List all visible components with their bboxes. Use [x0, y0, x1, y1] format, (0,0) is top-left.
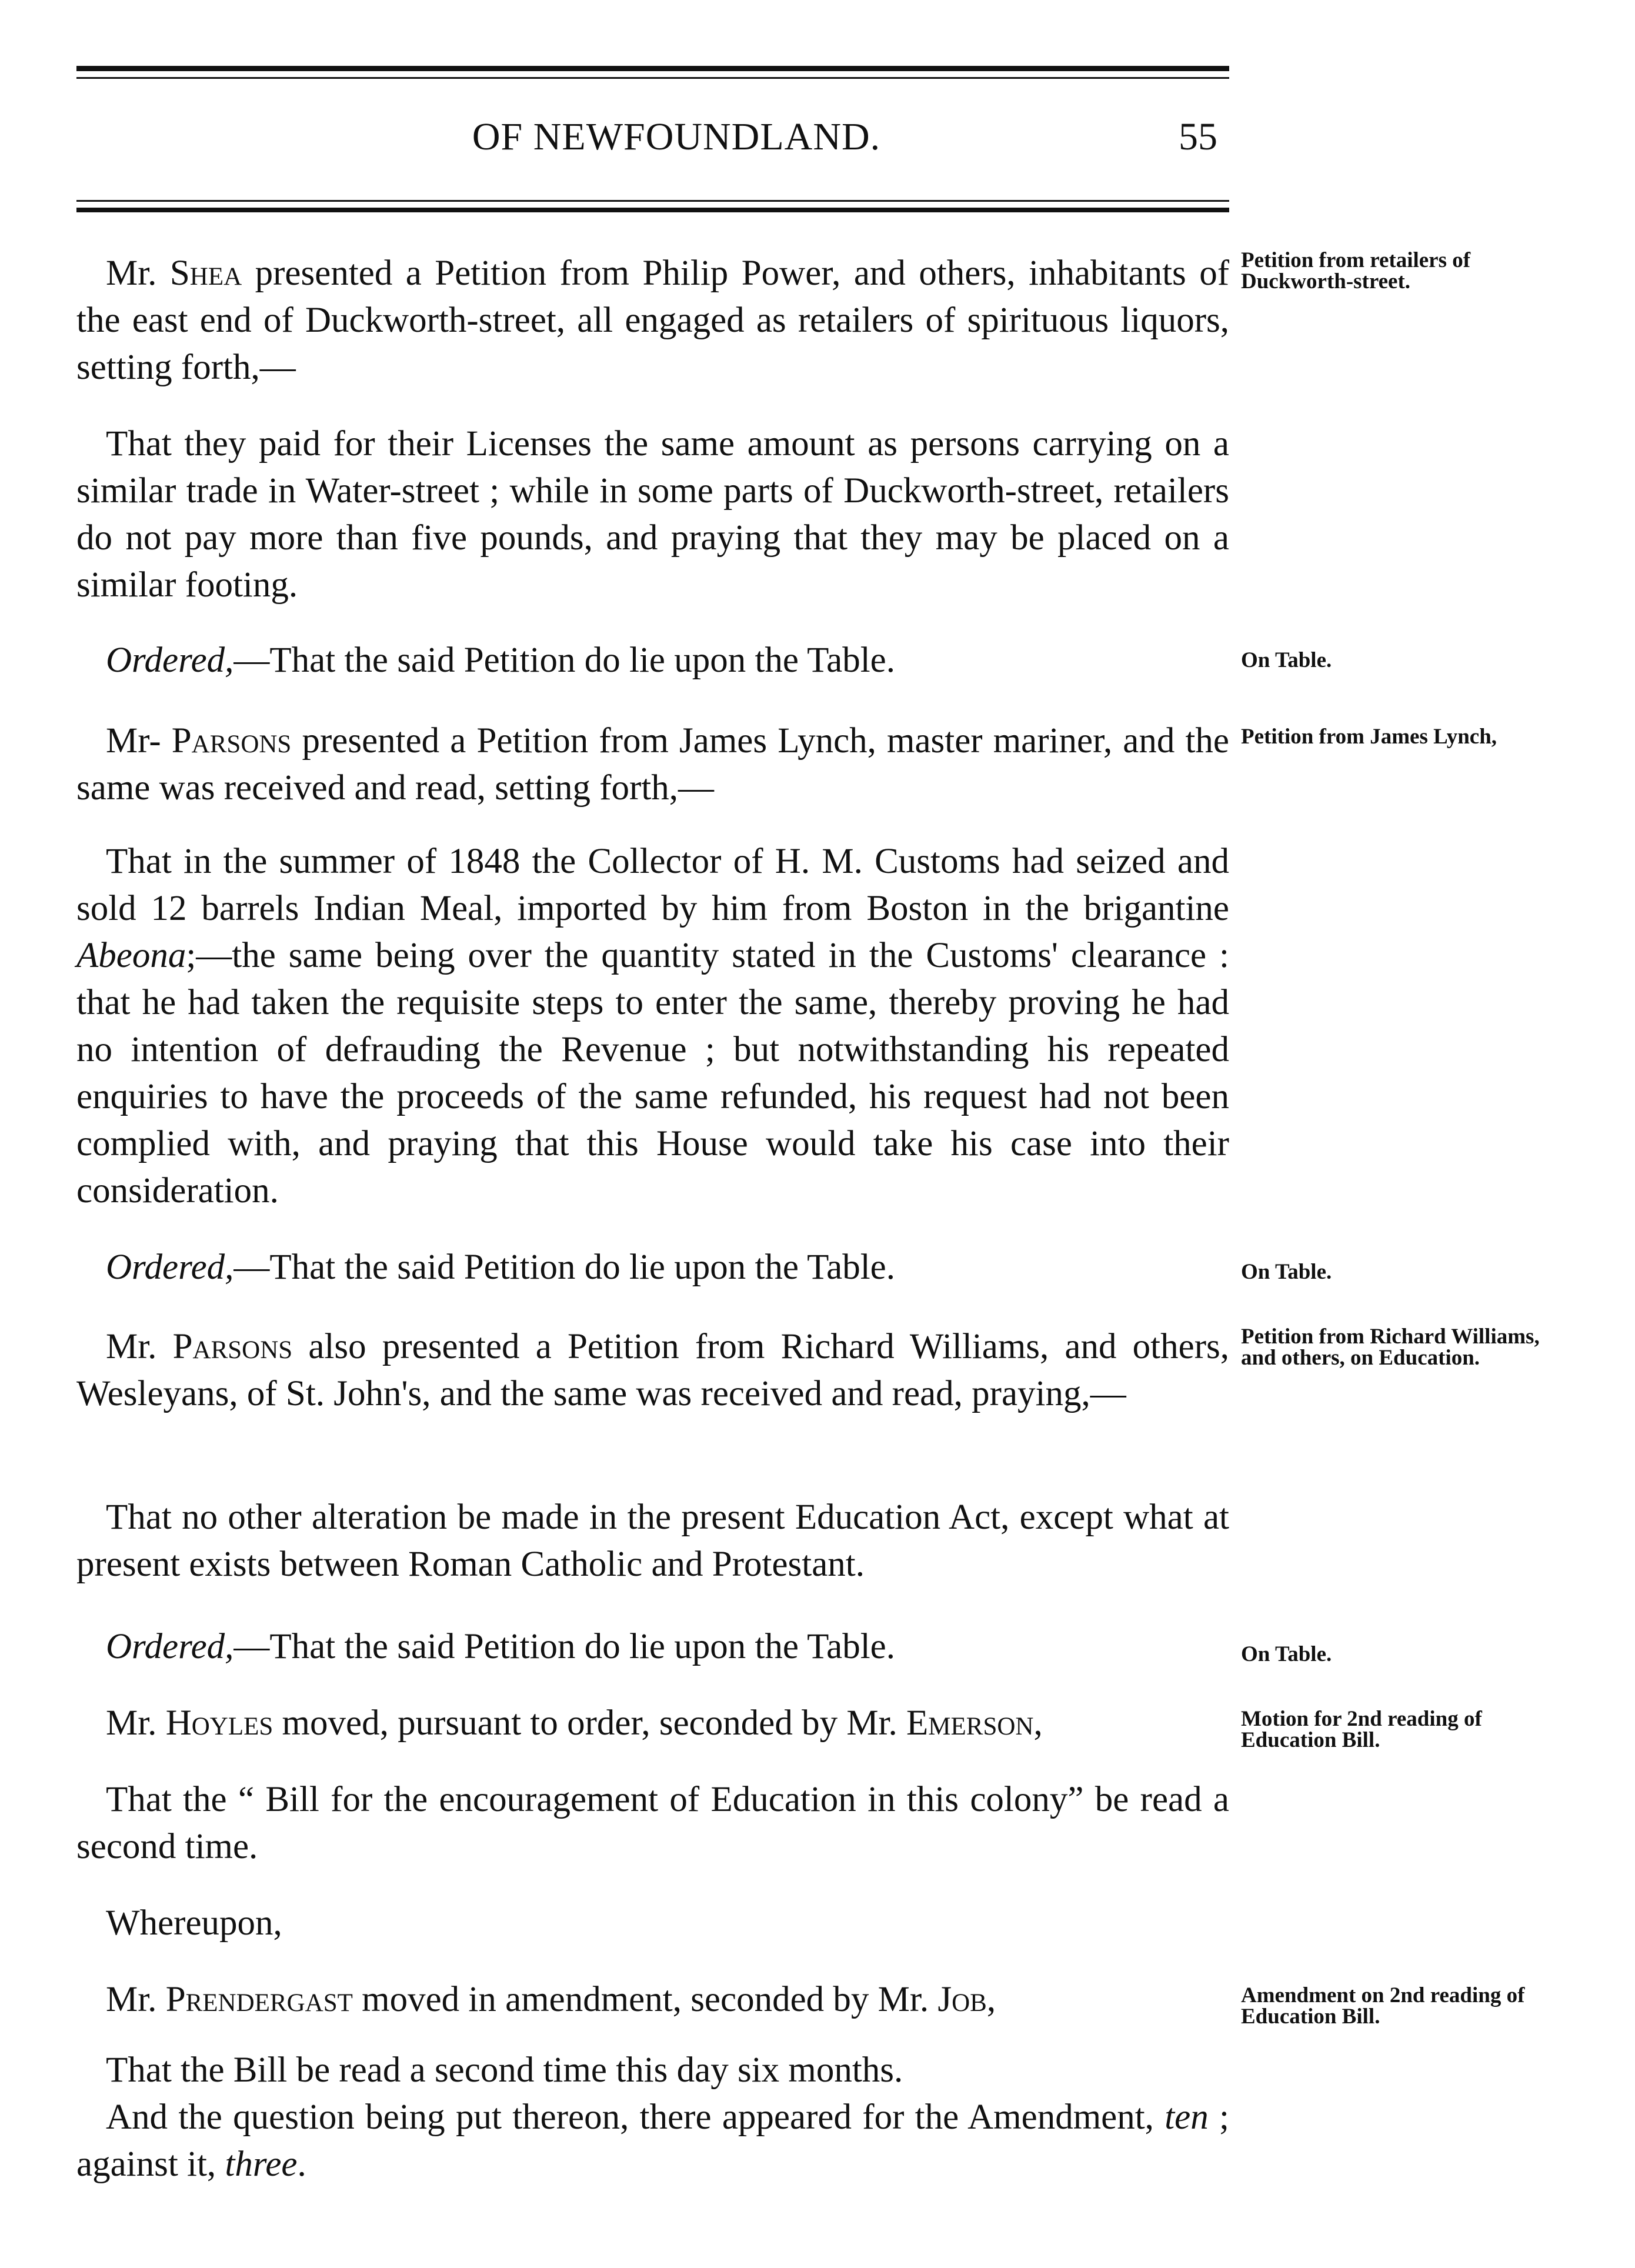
paragraph-customs: That in the summer of 1848 the Collector of H. M. Customs had seized and sold 12 barrels Indian Meal, imported by him from Boston in the brigantine Abeona;—the same being over the quantity stated in the Customs' clearance : that he had taken the requisite steps to enter the same, thereby proving he had no intention of defrauding the Revenue ; but notwithstanding his repeated enquiries to have the proceeds of the same refunded, his request had not been complied with, and praying that this House would take his case into their consideration.: [76, 842, 1229, 1210]
ship-name: Abeona: [76, 936, 186, 975]
member-name: Job: [937, 1980, 987, 2019]
margin-note-amendment-second-reading: Amendment on 2nd reading of Education Bill.: [1241, 1983, 1525, 2029]
page-title: OF NEWFOUNDLAND.: [472, 115, 881, 158]
header-bottom-rule-thick: [76, 208, 1229, 212]
paragraph-prendergast-amendment: Mr. Prendergast moved in amendment, seconded by Mr. Job,: [106, 1980, 996, 2019]
paragraph-licenses: That they paid for their Licenses the same amount as persons carrying on a similar trade in Water-street ; while in some parts of Duckworth-street, retailers do not pay more than five pounds, and praying that they may be placed on a similar footing.: [76, 424, 1229, 605]
member-name: Emerson: [906, 1703, 1034, 1743]
member-name: Hoyles: [165, 1703, 273, 1743]
paragraph-six-months: That the Bill be read a second time this day six months.: [106, 2050, 903, 2090]
paragraph-education-act: That no other alteration be made in the present Education Act, except what at present exists between Roman Catholic and Protestant.: [76, 1497, 1229, 1584]
margin-note-on-table: On Table.: [1241, 1260, 1332, 1284]
paragraph-whereupon: Whereupon,: [106, 1903, 282, 1943]
paragraph-division: And the question being put thereon, there appeared for the Amendment, ten ; against it, three.: [76, 2097, 1229, 2184]
margin-note-on-table: On Table.: [1241, 648, 1332, 672]
vote-count-for: ten: [1164, 2097, 1209, 2137]
margin-note-on-table: On Table.: [1241, 1642, 1332, 1666]
member-name: Parsons: [172, 1327, 293, 1366]
margin-note-retailers-petition: Petition from retailers of Duckworth-street.: [1241, 248, 1471, 293]
paragraph-ordered-3: Ordered,—That the said Petition do lie upon the Table.: [106, 1627, 896, 1666]
paragraph-ordered-2: Ordered,—That the said Petition do lie upon the Table.: [106, 1248, 896, 1287]
margin-note-lynch-petition: Petition from James Lynch,: [1241, 725, 1497, 749]
paragraph-parsons-williams: Mr. Parsons also presented a Petition from Richard Williams, and others, Wesleyans, of St. John's, and the same was received and read, praying,—: [76, 1327, 1229, 1413]
paragraph-ordered-1: Ordered,—That the said Petition do lie upon the Table.: [106, 641, 896, 680]
member-name: Prendergast: [165, 1980, 353, 2019]
member-name: Shea: [169, 254, 242, 293]
paragraph-parsons-lynch: Mr- Parsons presented a Petition from James Lynch, master mariner, and the same was received and read, setting forth,—: [76, 721, 1229, 808]
header-top-rule-thick: [76, 66, 1229, 71]
header-bottom-rule-thin: [76, 200, 1229, 202]
page-number: 55: [1179, 115, 1217, 158]
margin-note-motion-second-reading: Motion for 2nd reading of Education Bill.: [1241, 1707, 1482, 1752]
vote-count-against: three: [225, 2144, 298, 2184]
paragraph-hoyles-motion: Mr. Hoyles moved, pursuant to order, seconded by Mr. Emerson,: [106, 1703, 1043, 1743]
margin-note-williams-petition: Petition from Richard Williams, and others, on Education.: [1241, 1325, 1540, 1370]
header-top-rule-thin: [76, 77, 1229, 79]
paragraph-bill-second-reading: That the “ Bill for the encouragement of Education in this colony” be read a second time.: [76, 1780, 1229, 1866]
member-name: Parsons: [171, 721, 292, 761]
paragraph-shea-petition: Mr. Shea presented a Petition from Philip Power, and others, inhabitants of the east end of Duckworth-street, all engaged as retailers of spirituous liquors, setting forth,—: [76, 254, 1230, 387]
